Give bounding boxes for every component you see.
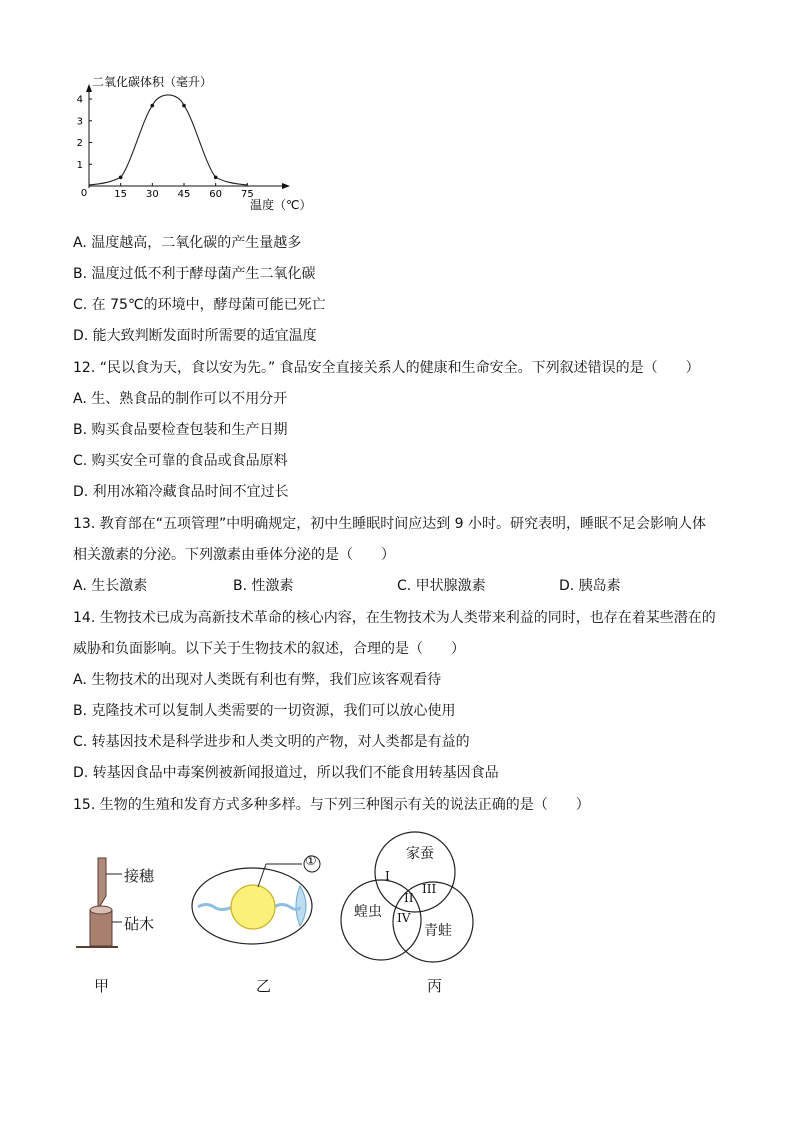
stock-label: 砧木 (124, 915, 155, 933)
fig-jia-caption: 甲 (94, 977, 110, 995)
q13-option-c: C. 甲状腺激素 (397, 578, 486, 594)
q13-option-d: D. 胰岛素 (559, 578, 621, 594)
q14-stem-line2: 威胁和负面影响。以下关于生物技术的叙述，合理的是（ ） (73, 641, 465, 657)
rootstock-icon (90, 910, 112, 946)
data-point (182, 104, 186, 108)
q11-option-a: A. 温度越高，二氧化碳的产生量越多 (73, 235, 302, 251)
x-tick-label: 45 (177, 189, 191, 200)
x-tick-label: 75 (240, 189, 254, 200)
q12-option-a: A. 生、熟食品的制作可以不用分开 (73, 391, 288, 407)
x-tick-label: 30 (145, 189, 159, 200)
scion-label: 接穗 (124, 867, 155, 885)
venn-silkworm-label: 家蚕 (406, 846, 434, 862)
q13-stem-line1: 13. 教育部在“五项管理”中明确规定，初中生睡眠时间应达到 9 小时。研究表明，睡眠不足会影响人体 (73, 516, 707, 532)
q13-option-a: A. 生长激素 (73, 578, 148, 594)
venn-locust-label: 蝗虫 (354, 904, 382, 920)
q12-stem: 12. “民以食为天，食以安为先。” 食品安全直接关系人的健康和生命安全。下列叙述错误的是（ ） (73, 360, 700, 376)
fig-yi-caption: 乙 (256, 977, 272, 995)
data-point (214, 176, 218, 180)
q11-option-d: D. 能大致判断发面时所需要的适宜温度 (73, 328, 317, 344)
q14-option-b: B. 克隆技术可以复制人类需要的一切资源，我们可以放心使用 (73, 703, 456, 719)
venn-region-1: I (385, 869, 390, 883)
x-axis-arrow (282, 183, 290, 189)
fig-bing-caption: 丙 (427, 977, 443, 995)
co2-temperature-chart (78, 70, 318, 215)
q11-option-c: C. 在 75℃的环境中，酵母菌可能已死亡 (73, 297, 326, 313)
rootstock-cut-icon (90, 906, 112, 914)
q13-stem-line2: 相关激素的分泌。下列激素由垂体分泌的是（ ） (73, 547, 395, 563)
q12-option-c: C. 购买安全可靠的食品或食品原料 (73, 453, 288, 469)
q14-option-a: A. 生物技术的出现对人类既有利也有弊，我们应该客观看待 (73, 672, 442, 688)
y-tick-label: 1 (76, 159, 83, 171)
data-point (151, 104, 155, 108)
venn-region-2: II (404, 891, 414, 905)
x-tick-label: 15 (114, 189, 128, 200)
chart-ylabel: 二氧化碳体积（毫升） (92, 75, 213, 89)
q12-option-d: D. 利用冰箱冷藏食品时间不宜过长 (73, 484, 289, 500)
grafting-figure (72, 850, 172, 950)
x-tick-label: 60 (209, 189, 223, 200)
co2-curve (89, 95, 247, 185)
chart-xlabel: 温度（℃） (250, 198, 312, 212)
q14-stem-line1: 14. 生物技术已成为高新技术革命的核心内容，在生物技术为人类带来利益的同时，也存在着某些潜在的 (73, 610, 716, 626)
egg-marker-label: ① (305, 854, 317, 869)
data-point (119, 176, 123, 180)
q14-option-c: C. 转基因技术是科学进步和人类文明的产物，对人类都是有益的 (73, 734, 470, 750)
q11-option-b: B. 温度过低不利于酵母菌产生二氧化碳 (73, 266, 316, 282)
chart-origin-label: 0 (80, 188, 88, 199)
scion-icon (98, 858, 106, 906)
y-tick-label: 4 (76, 94, 83, 106)
q12-option-b: B. 购买食品要检查包装和生产日期 (73, 422, 288, 438)
venn-frog-label: 青蛙 (424, 923, 452, 939)
venn-region-4: IV (397, 911, 411, 925)
q13-option-b: B. 性激素 (233, 578, 294, 594)
q15-stem: 15. 生物的生殖和发育方式多种多样。与下列三种图示有关的说法正确的是（ ） (73, 797, 590, 813)
q13-options (73, 577, 723, 595)
yolk-icon (231, 885, 275, 929)
y-tick-label: 2 (76, 138, 83, 150)
q14-option-d: D. 转基因食品中毒案例被新闻报道过，所以我们不能食用转基因食品 (73, 765, 499, 781)
venn-region-3: III (422, 882, 437, 896)
y-tick-label: 3 (76, 116, 83, 128)
